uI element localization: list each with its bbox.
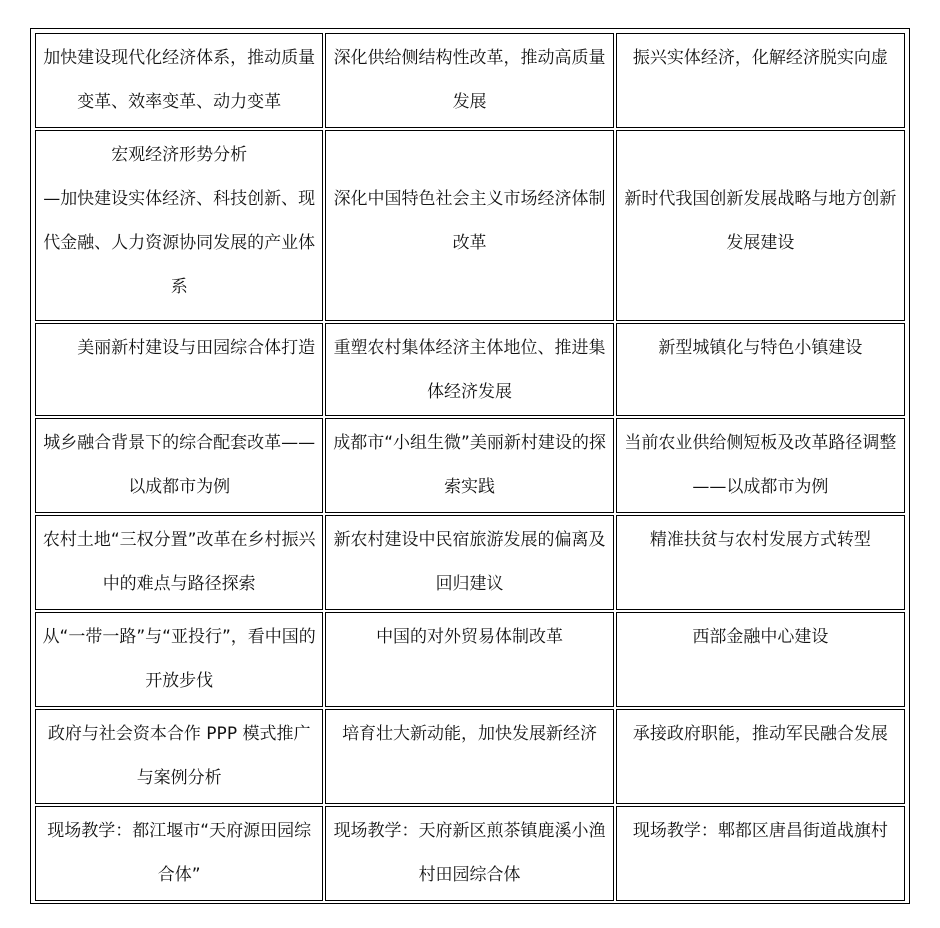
table-cell xyxy=(616,418,905,513)
table-cell xyxy=(35,323,323,416)
cell-text: 振兴实体经济，化解经济脱实向虚 xyxy=(632,48,888,68)
course-topics-table xyxy=(33,31,907,903)
cell-text: 新农村建设中民宿旅游发展的偏离及回归建议 xyxy=(333,530,606,594)
table-cell xyxy=(35,709,323,804)
cell-text: 成都市“小组生微”美丽新村建设的探索实践 xyxy=(333,433,606,497)
cell-text: 培育壮大新动能，加快发展新经济 xyxy=(342,724,598,744)
table-cell xyxy=(325,612,613,707)
course-table-frame xyxy=(30,28,910,904)
table-row xyxy=(35,130,905,321)
table-row xyxy=(35,709,905,804)
cell-text: 政府与社会资本合作 PPP 模式推广与案例分析 xyxy=(47,724,311,788)
table-cell xyxy=(616,323,905,416)
cell-text: 现场教学：郫都区唐昌街道战旗村 xyxy=(632,821,888,841)
table-cell xyxy=(35,130,323,321)
table-cell xyxy=(325,709,613,804)
table-cell xyxy=(325,130,613,321)
table-row xyxy=(35,806,905,901)
table-cell xyxy=(35,33,323,128)
table-cell xyxy=(616,130,905,321)
cell-text: 现场教学：天府新区煎茶镇鹿溪小渔村田园综合体 xyxy=(333,821,606,885)
cell-text: 农村土地“三权分置”改革在乡村振兴中的难点与路径探索 xyxy=(42,530,316,594)
table-row xyxy=(35,323,905,416)
table-cell xyxy=(325,323,613,416)
table-row xyxy=(35,418,905,513)
cell-text: 承接政府职能，推动军民融合发展 xyxy=(632,724,888,744)
cell-text: 城乡融合背景下的综合配套改革——以成都市为例 xyxy=(43,433,316,497)
table-cell xyxy=(616,33,905,128)
table-cell xyxy=(35,806,323,901)
cell-text: 中国的对外贸易体制改革 xyxy=(376,627,564,647)
table-cell xyxy=(325,418,613,513)
cell-text: 新型城镇化与特色小镇建设 xyxy=(658,338,863,358)
cell-text: 重塑农村集体经济主体地位、推进集体经济发展 xyxy=(333,338,606,402)
cell-text: 深化供给侧结构性改革，推动高质量发展 xyxy=(333,48,606,112)
cell-text: 宏观经济形势分析 —加快建设实体经济、科技创新、现代金融、人力资源协同发展的产业体系 xyxy=(43,145,316,297)
table-cell xyxy=(616,806,905,901)
table-cell xyxy=(616,515,905,610)
table-cell xyxy=(325,806,613,901)
cell-text: 新时代我国创新发展战略与地方创新发展建设 xyxy=(624,189,897,253)
table-cell xyxy=(35,612,323,707)
table-row xyxy=(35,33,905,128)
cell-text: 西部金融中心建设 xyxy=(692,627,829,647)
table-cell xyxy=(616,709,905,804)
table-row xyxy=(35,515,905,610)
table-cell xyxy=(35,418,323,513)
cell-text: 从“一带一路”与“亚投行”，看中国的开放步伐 xyxy=(42,627,316,691)
table-cell xyxy=(325,33,613,128)
cell-text: 加快建设现代化经济体系，推动质量变革、效率变革、动力变革 xyxy=(43,48,316,112)
cell-text: 深化中国特色社会主义市场经济体制改革 xyxy=(333,189,606,253)
cell-text: 美丽新村建设与田园综合体打造 xyxy=(77,338,316,358)
cell-text: 精准扶贫与农村发展方式转型 xyxy=(649,530,871,550)
table-cell xyxy=(325,515,613,610)
cell-text: 当前农业供给侧短板及改革路径调整——以成都市为例 xyxy=(624,433,897,497)
table-cell xyxy=(35,515,323,610)
cell-text: 现场教学：都江堰市“天府源田园综合体” xyxy=(47,821,312,885)
table-row xyxy=(35,612,905,707)
table-cell xyxy=(616,612,905,707)
